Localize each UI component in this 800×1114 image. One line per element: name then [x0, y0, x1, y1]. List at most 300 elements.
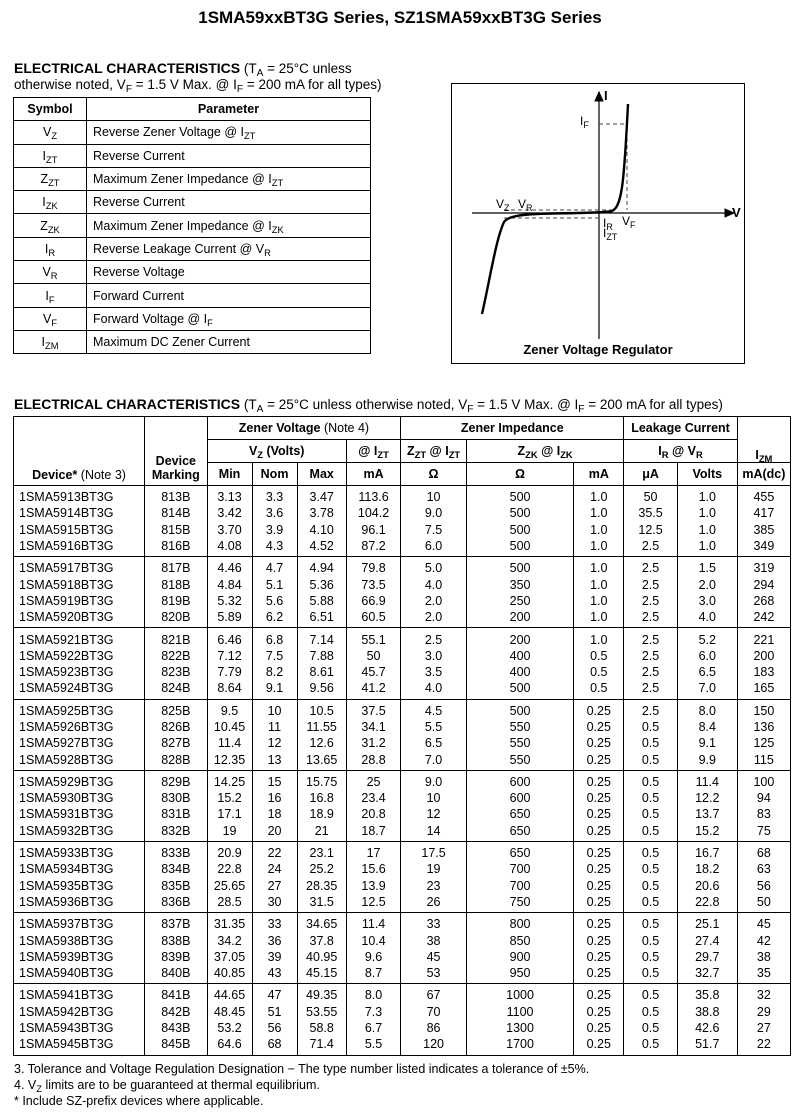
table-cell: 17: [346, 841, 400, 861]
table-cell: 824B: [145, 680, 207, 699]
unit-ohm-zzt: Ω: [401, 463, 467, 486]
table-cell: 1SMA5937BT3G: [14, 913, 145, 933]
table-cell: 349: [737, 538, 790, 557]
table-cell: 1.0: [574, 486, 624, 506]
table-cell: 71.4: [297, 1036, 346, 1055]
unit-nom: Nom: [252, 463, 297, 486]
table-cell: 10.4: [346, 932, 400, 948]
table-row: [14, 913, 791, 933]
table-cell: 1SMA5919BT3G: [14, 593, 145, 609]
table-cell: 0.25: [574, 965, 624, 984]
table-row: [14, 648, 791, 664]
table-cell: 12.35: [207, 751, 252, 770]
table-cell: 3.70: [207, 522, 252, 538]
table-cell: 0.25: [574, 735, 624, 751]
table-cell: 1SMA5940BT3G: [14, 965, 145, 984]
table-cell: 1SMA5939BT3G: [14, 949, 145, 965]
parameter-cell: Maximum DC Zener Current: [87, 330, 371, 353]
table-cell: 10: [401, 790, 467, 806]
table-cell: 0.5: [624, 894, 677, 913]
table-cell: 0.25: [574, 861, 624, 877]
table-cell: 0.5: [624, 984, 677, 1004]
table-cell: 400: [466, 664, 573, 680]
table-cell: 5.5: [401, 719, 467, 735]
table-cell: 11.4: [677, 770, 737, 790]
table-cell: 8.4: [677, 719, 737, 735]
table-cell: 3.0: [677, 593, 737, 609]
table-cell: 60.5: [346, 609, 400, 628]
table-cell: 837B: [145, 913, 207, 933]
symbol-cell: $Z_{ZT}$: [14, 167, 87, 190]
table-cell: 150: [737, 699, 790, 719]
table-cell: 38.8: [677, 1004, 737, 1020]
symbol-row: [14, 330, 371, 353]
table-cell: 7.14: [297, 628, 346, 648]
table-cell: 23.4: [346, 790, 400, 806]
zzk-header: $Z_{ZK}$ @ $I_{ZK}$: [466, 440, 623, 463]
table-cell: 73.5: [346, 576, 400, 592]
table-cell: 22: [737, 1036, 790, 1055]
table-cell: 1.0: [677, 538, 737, 557]
table-cell: 136: [737, 719, 790, 735]
table-cell: 0.25: [574, 949, 624, 965]
table-cell: 2.5: [624, 648, 677, 664]
table-cell: 35.5: [624, 505, 677, 521]
table-cell: 16.8: [297, 790, 346, 806]
table-cell: 7.88: [297, 648, 346, 664]
table-cell: 839B: [145, 949, 207, 965]
unit-ohm-zzk: Ω: [466, 463, 573, 486]
section2-heading: ELECTRICAL CHARACTERISTICS ($T_A = 25^\circ C$ unless otherwise noted, $V_F = 1.5$ V Max. @ $I_F = 200$ mA for all types): [14, 396, 723, 415]
parameter-cell: Forward Voltage @ $I_F$: [87, 307, 371, 330]
table-cell: 12.2: [677, 790, 737, 806]
symbol-cell: $I_{ZK}$: [14, 191, 87, 214]
table-cell: 1.0: [574, 522, 624, 538]
table-cell: 1SMA5945BT3G: [14, 1036, 145, 1055]
electrical-characteristics-table: [13, 416, 791, 1056]
table-cell: 2.5: [624, 557, 677, 577]
table-cell: 0.25: [574, 932, 624, 948]
table-row: [14, 538, 791, 557]
table-cell: 4.5: [401, 699, 467, 719]
table-cell: 950: [466, 965, 573, 984]
vz-header: $V_Z$ (Volts): [207, 440, 346, 463]
axis-i-label: I: [604, 88, 608, 103]
table-cell: 83: [737, 806, 790, 822]
table-cell: 6.46: [207, 628, 252, 648]
table-cell: 3.42: [207, 505, 252, 521]
table-cell: 4.0: [401, 576, 467, 592]
table-cell: 19: [207, 823, 252, 842]
table-cell: 4.08: [207, 538, 252, 557]
table-cell: 3.6: [252, 505, 297, 521]
table-cell: 268: [737, 593, 790, 609]
parameter-cell: Reverse Voltage: [87, 261, 371, 284]
table-cell: 0.5: [624, 790, 677, 806]
table-cell: 500: [466, 680, 573, 699]
table-cell: 64.6: [207, 1036, 252, 1055]
table-cell: 41.2: [346, 680, 400, 699]
table-cell: 43: [252, 965, 297, 984]
table-cell: 28.35: [297, 878, 346, 894]
table-cell: 0.5: [624, 932, 677, 948]
table-cell: 22: [252, 841, 297, 861]
table-cell: 1SMA5932BT3G: [14, 823, 145, 842]
table-row: [14, 680, 791, 699]
symbol-row: [14, 144, 371, 167]
table-row: [14, 1036, 791, 1055]
table-cell: 53: [401, 965, 467, 984]
table-cell: 18.9: [297, 806, 346, 822]
table-cell: 500: [466, 486, 573, 506]
table-cell: 28.5: [207, 894, 252, 913]
table-cell: 1SMA5928BT3G: [14, 751, 145, 770]
table-cell: 25.2: [297, 861, 346, 877]
table-cell: 0.5: [624, 861, 677, 877]
table-cell: 8.64: [207, 680, 252, 699]
table-cell: 10: [252, 699, 297, 719]
table-cell: 8.7: [346, 965, 400, 984]
table-cell: 0.25: [574, 719, 624, 735]
table-cell: 45: [737, 913, 790, 933]
table-cell: 18.7: [346, 823, 400, 842]
table-cell: 0.5: [624, 949, 677, 965]
table-cell: 242: [737, 609, 790, 628]
table-cell: 3.9: [252, 522, 297, 538]
table-cell: 0.25: [574, 894, 624, 913]
table-cell: 4.46: [207, 557, 252, 577]
table-cell: 455: [737, 486, 790, 506]
unit-ma-izk: mA: [574, 463, 624, 486]
table-cell: 4.0: [677, 609, 737, 628]
table-cell: 1SMA5927BT3G: [14, 735, 145, 751]
table-row: [14, 628, 791, 648]
table-cell: 0.25: [574, 806, 624, 822]
table-row: [14, 522, 791, 538]
marking-header: Device Marking: [145, 417, 207, 486]
note-star: * Include SZ-prefix devices where applicable.: [14, 1094, 264, 1108]
table-cell: 1.0: [677, 505, 737, 521]
table-cell: 1SMA5916BT3G: [14, 538, 145, 557]
table-cell: 11.55: [297, 719, 346, 735]
table-cell: 832B: [145, 823, 207, 842]
table-cell: 56: [252, 1020, 297, 1036]
table-cell: 44.65: [207, 984, 252, 1004]
table-cell: 4.94: [297, 557, 346, 577]
table-cell: 25: [346, 770, 400, 790]
table-cell: 550: [466, 751, 573, 770]
table-cell: 125: [737, 735, 790, 751]
table-cell: 828B: [145, 751, 207, 770]
table-cell: 250: [466, 593, 573, 609]
table-cell: 0.5: [624, 719, 677, 735]
table-cell: 45.7: [346, 664, 400, 680]
table-cell: 100: [737, 770, 790, 790]
parameter-cell: Maximum Zener Impedance @ $I_{ZT}$: [87, 167, 371, 190]
table-cell: 5.1: [252, 576, 297, 592]
table-cell: 28.8: [346, 751, 400, 770]
table-cell: 0.5: [624, 1020, 677, 1036]
table-cell: 417: [737, 505, 790, 521]
table-cell: 18: [252, 806, 297, 822]
table-cell: 5.32: [207, 593, 252, 609]
table-cell: 1SMA5930BT3G: [14, 790, 145, 806]
table-cell: 79.8: [346, 557, 400, 577]
symbol-header: Symbol: [14, 98, 87, 121]
table-row: [14, 505, 791, 521]
symbol-table: [13, 97, 371, 354]
table-row: [14, 770, 791, 790]
table-cell: 3.78: [297, 505, 346, 521]
table-cell: 20.6: [677, 878, 737, 894]
table-cell: 0.25: [574, 984, 624, 1004]
table-row: [14, 576, 791, 592]
table-cell: 16.7: [677, 841, 737, 861]
table-cell: 1.0: [574, 538, 624, 557]
table-cell: 19: [401, 861, 467, 877]
table-cell: 1700: [466, 1036, 573, 1055]
table-cell: 31.35: [207, 913, 252, 933]
table-cell: 5.36: [297, 576, 346, 592]
table-cell: 820B: [145, 609, 207, 628]
table-cell: 6.5: [401, 735, 467, 751]
table-cell: 1SMA5924BT3G: [14, 680, 145, 699]
table-cell: 9.5: [207, 699, 252, 719]
table-cell: 58.8: [297, 1020, 346, 1036]
table-cell: 7.5: [401, 522, 467, 538]
table-cell: 1SMA5941BT3G: [14, 984, 145, 1004]
table-cell: 37.05: [207, 949, 252, 965]
table-cell: 24: [252, 861, 297, 877]
ir-header: $I_R$ @ $V_R$: [624, 440, 737, 463]
table-cell: 8.61: [297, 664, 346, 680]
table-cell: 2.5: [624, 664, 677, 680]
table-cell: 319: [737, 557, 790, 577]
table-cell: 5.5: [346, 1036, 400, 1055]
table-cell: 4.7: [252, 557, 297, 577]
unit-ma: mA: [346, 463, 400, 486]
table-cell: 86: [401, 1020, 467, 1036]
at-izt-header: @ $I_{ZT}$: [346, 440, 400, 463]
table-cell: 27: [737, 1020, 790, 1036]
table-cell: 29.7: [677, 949, 737, 965]
table-cell: 822B: [145, 648, 207, 664]
table-cell: 0.5: [624, 841, 677, 861]
table-cell: 500: [466, 505, 573, 521]
table-cell: 183: [737, 664, 790, 680]
table-cell: 845B: [145, 1036, 207, 1055]
symbol-cell: $I_{ZT}$: [14, 144, 87, 167]
table-cell: 34.65: [297, 913, 346, 933]
table-cell: 87.2: [346, 538, 400, 557]
table-cell: 38: [737, 949, 790, 965]
zener-voltage-header: Zener Voltage (Note 4): [207, 417, 401, 440]
table-cell: 34.2: [207, 932, 252, 948]
table-cell: 68: [252, 1036, 297, 1055]
table-cell: 0.5: [624, 735, 677, 751]
table-cell: 31.5: [297, 894, 346, 913]
table-cell: 20: [252, 823, 297, 842]
table-cell: 7.0: [677, 680, 737, 699]
table-cell: 6.7: [346, 1020, 400, 1036]
table-cell: 39: [252, 949, 297, 965]
table-row: [14, 664, 791, 680]
table-cell: 1.0: [574, 593, 624, 609]
table-cell: 75: [737, 823, 790, 842]
table-cell: 8.0: [346, 984, 400, 1004]
table-row: [14, 984, 791, 1004]
table-cell: 4.10: [297, 522, 346, 538]
parameter-cell: Maximum Zener Impedance @ $I_{ZK}$: [87, 214, 371, 237]
table-cell: 0.25: [574, 841, 624, 861]
table-cell: 1SMA5929BT3G: [14, 770, 145, 790]
graph-caption: Zener Voltage Regulator: [523, 342, 673, 357]
symbol-row: [14, 307, 371, 330]
table-row: [14, 699, 791, 719]
table-cell: 7.5: [252, 648, 297, 664]
table-cell: 3.13: [207, 486, 252, 506]
table-cell: 0.25: [574, 790, 624, 806]
if-label: $I_F$: [580, 114, 589, 130]
symbol-row: [14, 191, 371, 214]
vf-label: $V_F$: [622, 214, 636, 230]
table-cell: 818B: [145, 576, 207, 592]
table-cell: 827B: [145, 735, 207, 751]
table-cell: 34.1: [346, 719, 400, 735]
table-cell: 35: [737, 965, 790, 984]
table-cell: 15: [252, 770, 297, 790]
table-cell: 29: [737, 1004, 790, 1020]
table-cell: 1SMA5921BT3G: [14, 628, 145, 648]
parameter-header: Parameter: [87, 98, 371, 121]
table-cell: 650: [466, 841, 573, 861]
table-cell: 650: [466, 806, 573, 822]
table-cell: 1.0: [574, 557, 624, 577]
table-cell: 813B: [145, 486, 207, 506]
table-cell: 67: [401, 984, 467, 1004]
table-cell: 63: [737, 861, 790, 877]
table-cell: 1SMA5931BT3G: [14, 806, 145, 822]
table-row: [14, 949, 791, 965]
table-cell: 1.5: [677, 557, 737, 577]
table-cell: 550: [466, 735, 573, 751]
table-cell: 11.4: [207, 735, 252, 751]
table-cell: 15.6: [346, 861, 400, 877]
table-cell: 9.6: [346, 949, 400, 965]
table-cell: 10: [401, 486, 467, 506]
table-cell: 13: [252, 751, 297, 770]
table-cell: 4.0: [401, 680, 467, 699]
table-cell: 600: [466, 790, 573, 806]
table-cell: 42.6: [677, 1020, 737, 1036]
table-cell: 843B: [145, 1020, 207, 1036]
table-cell: 0.25: [574, 823, 624, 842]
table-cell: 53.2: [207, 1020, 252, 1036]
table-cell: 2.5: [624, 628, 677, 648]
table-cell: 1SMA5918BT3G: [14, 576, 145, 592]
table-cell: 42: [737, 932, 790, 948]
table-cell: 1SMA5934BT3G: [14, 861, 145, 877]
table-cell: 0.5: [624, 965, 677, 984]
table-cell: 1SMA5922BT3G: [14, 648, 145, 664]
symbol-cell: $V_Z$: [14, 121, 87, 144]
table-row: [14, 823, 791, 842]
table-cell: 200: [737, 648, 790, 664]
table-cell: 1SMA5933BT3G: [14, 841, 145, 861]
table-cell: 1100: [466, 1004, 573, 1020]
footnotes: [14, 1061, 589, 1109]
note-3: 3. Tolerance and Voltage Regulation Designation − The type number listed indicates a tolerance of ±5%.: [14, 1062, 590, 1076]
symbol-row: [14, 167, 371, 190]
table-cell: 55.1: [346, 628, 400, 648]
table-row: [14, 806, 791, 822]
table-cell: 4.3: [252, 538, 297, 557]
table-cell: 3.5: [401, 664, 467, 680]
parameter-cell: Reverse Current: [87, 144, 371, 167]
table-cell: 13.65: [297, 751, 346, 770]
table-cell: 5.0: [401, 557, 467, 577]
table-cell: 0.25: [574, 878, 624, 894]
symbol-row: [14, 284, 371, 307]
table-cell: 815B: [145, 522, 207, 538]
table-cell: 5.88: [297, 593, 346, 609]
table-cell: 10.45: [207, 719, 252, 735]
izt-label: $I_{ZT}$: [603, 226, 618, 242]
table-cell: 47: [252, 984, 297, 1004]
table-cell: 2.5: [624, 538, 677, 557]
table-cell: 1.0: [574, 628, 624, 648]
table-row: [14, 735, 791, 751]
table-cell: 32.7: [677, 965, 737, 984]
table-cell: 9.9: [677, 751, 737, 770]
table-cell: 45: [401, 949, 467, 965]
table-cell: 823B: [145, 664, 207, 680]
table-cell: 2.5: [624, 576, 677, 592]
table-cell: 7.0: [401, 751, 467, 770]
table-cell: 1SMA5938BT3G: [14, 932, 145, 948]
table-row: [14, 1004, 791, 1020]
table-cell: 115: [737, 751, 790, 770]
table-cell: 294: [737, 576, 790, 592]
table-cell: 816B: [145, 538, 207, 557]
symbol-row: [14, 121, 371, 144]
table-cell: 829B: [145, 770, 207, 790]
table-cell: 1.0: [574, 609, 624, 628]
table-cell: 0.5: [574, 680, 624, 699]
unit-ua: μA: [624, 463, 677, 486]
table-cell: 0.25: [574, 1036, 624, 1055]
table-cell: 49.35: [297, 984, 346, 1004]
table-cell: 10.5: [297, 699, 346, 719]
table-cell: 1.0: [574, 505, 624, 521]
table-cell: 120: [401, 1036, 467, 1055]
table-cell: 8.0: [677, 699, 737, 719]
table-cell: 6.2: [252, 609, 297, 628]
table-cell: 1SMA5920BT3G: [14, 609, 145, 628]
table-cell: 0.5: [624, 823, 677, 842]
table-row: [14, 1020, 791, 1036]
table-cell: 32: [737, 984, 790, 1004]
table-cell: 18.2: [677, 861, 737, 877]
table-cell: 9.1: [252, 680, 297, 699]
table-cell: 51: [252, 1004, 297, 1020]
table-cell: 22.8: [207, 861, 252, 877]
table-cell: 0.5: [624, 770, 677, 790]
section1-heading: ELECTRICAL CHARACTERISTICS ($T_A = 25^\circ C$ unless otherwise noted, $V_F = 1.5$ V Max. @ $I_F = 200$ mA for all types): [14, 60, 382, 95]
table-cell: 0.5: [624, 1036, 677, 1055]
table-cell: 113.6: [346, 486, 400, 506]
table-cell: 850: [466, 932, 573, 948]
